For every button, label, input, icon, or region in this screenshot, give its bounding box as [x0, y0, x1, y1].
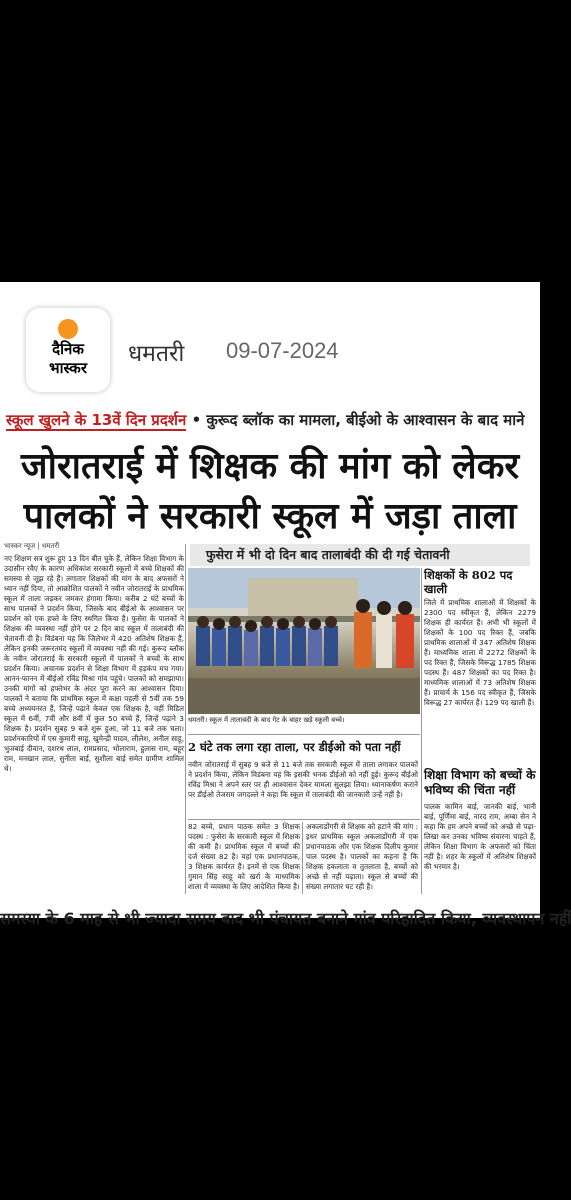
- mid-headline: 2 घंटे तक लगा रहा ताला, पर डीईओ को पता नहीं: [188, 740, 401, 754]
- byline: भास्कर न्यूज | धमतरी: [4, 542, 60, 550]
- akladongri-section: अकलाडोंगरी से शिक्षक को हटाने की मांग : इधर प्राथमिक स्कूल अकलाडोंगरी में एक प्रधानपाठक और एक शिक्षक दिलीप कुमार पाल पदस्थ है। पालकों का कहना है कि शिक्षक हकलाता व तुतलाता है, बच्चों को अच्छे से नहीं पढ़ाता। स्कूल से बच्चों की संख्या लगातार घट रही है।: [306, 822, 418, 891]
- column-divider: [421, 568, 422, 894]
- fusera-section: 82 बच्चे, प्रधान पाठक समेत 3 शिक्षक पदस्थ : फुसेरा के सरकारी स्कूल में शिक्षक की कमी है। प्राथमिक स्कूल में बच्चों की दर्ज संख्या 82 है। यहां एक प्रधानपाठक, 3 शिक्षक कार्यरत हैं। इनमें से एक शिक्षक गुमान सिंह साहू को खर्रा के माध्यमिक शाला में व्यवस्था के लिए आदेशित किया है।: [188, 822, 300, 891]
- mid-text: नवीन जोरातराई में सुबह 9 बजे से 11 बजे तक सरकारी स्कूल में ताला लगाकर पालकों ने प्रदर्शन किया, लेकिन विडंबना यह कि इसकी भनक डीईओ को नहीं हुई। कुरूद बीईओ रविंद्र मिश्रा ने अपने स्तर पर ही आश्वासन देकर मामला सुलझा लिया। ध्यानाकर्षण कराने पर डीईओ तेजराम जगदल्ले ने कहा कि स्कूल में तालाबंदी की जानकारी उन्हें नहीं है।: [188, 760, 418, 799]
- edition-date: 09-07-2024: [226, 338, 339, 363]
- headline-line2: पालकों ने सरकारी स्कूल में जड़ा ताला: [23, 495, 517, 537]
- future-text: पालक कामिन बाई, जानकी बाई, भानी बाई, पूर्णिमा बाई, नारद राम, अम्बा सेन ने कहा कि हम अपने बच्चों को अच्छे से पढ़ा-लिखा कर उनका भविष्य संवारना चाहते हैं, लेकिन शिक्षा विभाग के अफसरों को चिंता नहीं है। शहर के स्कूलों में अतिशेष शिक्षकों की भरमार है।: [424, 802, 536, 871]
- photo-illustration: [188, 568, 420, 714]
- logo-line1: दैनिक: [52, 340, 84, 358]
- vacancy-headline: शिक्षकों के 802 पद खाली: [424, 568, 513, 596]
- kicker-red: स्कूल खुलने के 13वें दिन प्रदर्शन: [6, 411, 187, 429]
- vacancy-text: जिले में प्राथमिक शालाओं में शिक्षकों के 2300 पद स्वीकृत हैं, लेकिन 2279 शिक्षक ही कार्यरत हैं। अभी भी स्कूलों में शिक्षकों के 100 पद रिक्त हैं, जबकि प्राथमिक शालाओं में 347 अतिशेष शिक्षक हैं। माध्यमिक शाला में 2272 शिक्षकों के पद रिक्त हैं, जिसके विरूद्ध 1785 शिक्षक पदस्थ हैं। 487 शिक्षकों का पद रिक्त है। माध्यमिक शालाओं में 73 अतिशेष शिक्षक हैं। प्राचार्य के 156 पद स्वीकृत हैं, जिसके विरूद्ध 27 कार्यरत हैं। 129 पद खाली हैं।: [424, 598, 536, 707]
- left-column-text: नए शिक्षण सत्र शुरू हुए 13 दिन बीत चुके हैं, लेकिन शिक्षा विभाग के उदासीन रवैए के कारण अधिकांश सरकारी स्कूलों में बच्चे शिक्षकों की समस्या से जूझ रहे हैं। लगातार शिक्षकों की मांग के बाद अफसरों ने ध्यान नहीं दिया, तो आक्रोशित पालकों ने नवीन जोरातराई के प्राथमिक स्कूल में ताला जड़कर जमकर हंगामा किया। करीब 2 घंटे बच्चों के साथ पालकों ने प्रदर्शन किया, जिसके बाद बीईओ के आश्वासन पर प्रदर्शन को एक हफ्ते के लिए स्थगित किया है। फुसेरा के पालकों ने शिक्षक की व्यवस्था नहीं होने पर 2 दिन बाद स्कूल में तालाबंदी की चेतावनी दी है। विडंबना यह कि जिलेभर में 420 अतिशेष शिक्षक हैं, लेकिन इनकी जरूरतमंद स्कूलों में व्यवस्था नहीं की गई। कुरूद ब्लॉक के नवीन जोरातराई के सरकारी स्कूलों में पालकों ने बच्चों के साथ प्रदर्शन किया। अचानक प्रदर्शन से शिक्षा विभाग में हड़कंप मच गया। आनन-फानन में बीईओ रविंद्र मिश्रा गांव पहुंचे। पालकों को समझाया। उनकी मांगों को हफ्तेभर के अंदर पूरा करने का आश्वासन दिया। पालकों ने बताया कि प्राथमिक स्कूल में कक्षा पहली से 5वीं तक 59 बच्चे अध्ययनरत हैं, जिन्हें पढ़ाने केवल एक शिक्षक है, वहीं मिडिल स्कूल में 6वीं, 7वीं और 8वीं में कुल 50 बच्चे हैं, जिन्हें पढ़ाने 3 शिक्षक है। प्रदर्शन सुबह 9 बजे शुरू हुआ, जो 11 बजे तक चला। प्रदर्शनकारियों में एस कुमारी साहू, खुमेन्द्री यादव, लीलेश, अनील साहू, भुजबाई दीवान, दशरथ लाल, रामप्रसाद, भोलाराम, हुलास राम, बहूर राम, मनखान लाल, सुनीता बाई, सुशीला बाई समेत ग्रामीण शामिल थे।: [4, 554, 185, 773]
- logo-line2: भास्कर: [49, 359, 87, 377]
- section-rule: [188, 734, 420, 735]
- next-story-strip: समस्या के 6 माह से भी ज्यादा समय बाद भी पंचायत बनाने गांव परिहादित किया, व्यवस्थापन नहीं: [0, 909, 571, 928]
- kicker-line: [6, 410, 536, 430]
- dainik-bhaskar-logo: [26, 308, 110, 392]
- future-headline: शिक्षा विभाग को बच्चों के भविष्य की चिंता नहीं: [424, 768, 536, 797]
- right-column: [424, 568, 536, 758]
- column-divider: [185, 544, 186, 894]
- newspaper-clipping: [0, 282, 571, 928]
- news-photo: [188, 568, 420, 714]
- subhead-text: फुसेरा में भी दो दिन बाद तालाबंदी की दी गई चेतावनी: [206, 547, 450, 562]
- section-rule: [188, 819, 420, 820]
- column-divider: [302, 822, 303, 894]
- edition-city: धमतरी: [128, 341, 185, 367]
- kicker-rest: • कुरूद ब्लॉक का मामला, बीईओ के आश्वासन के बाद माने: [186, 411, 525, 429]
- photo-caption: धमतरी। स्कूल में तालाबंदी के बाद गेट के बाहर खड़े स्कूली बच्चे।: [188, 716, 345, 724]
- subhead-bar: [190, 544, 530, 566]
- headline-line1: जोरातराई में शिक्षक की मांग को लेकर: [20, 445, 520, 487]
- sun-icon: [58, 319, 78, 339]
